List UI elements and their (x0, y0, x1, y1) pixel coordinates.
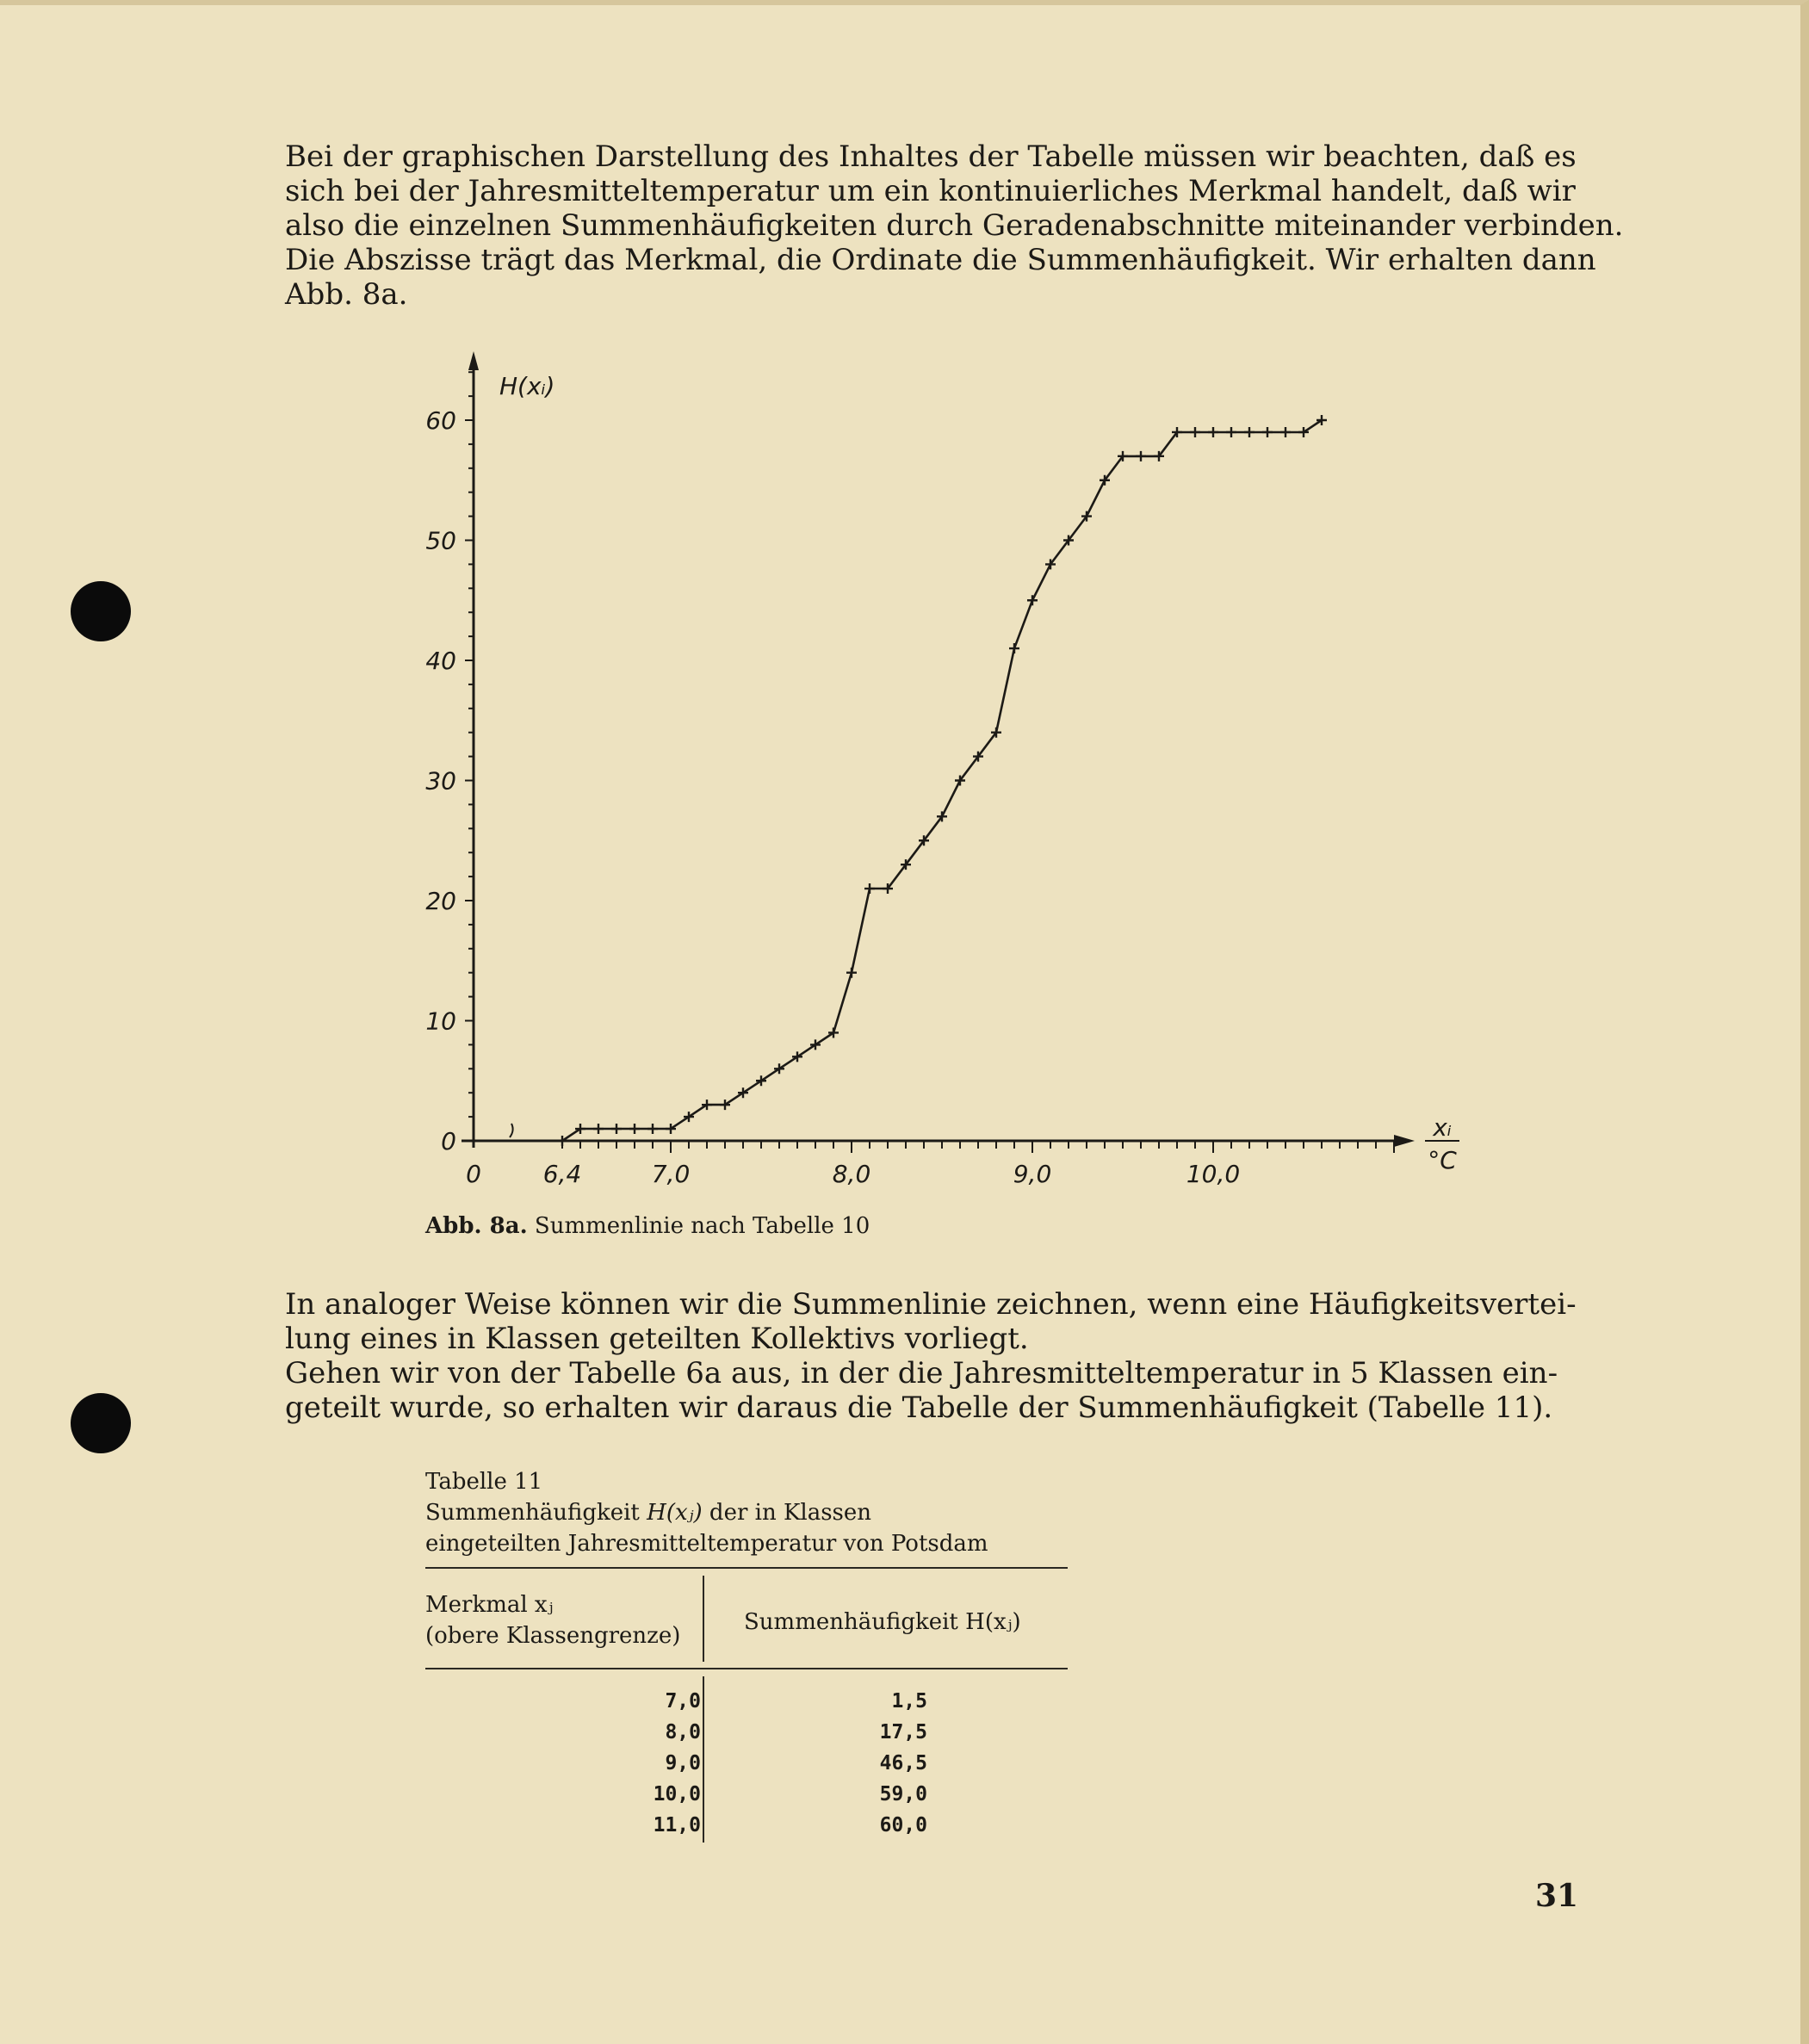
table-top-rule (425, 1567, 1068, 1569)
y-tick-label: 10 (425, 1007, 456, 1036)
table-header-merkmal (425, 1589, 680, 1651)
x-axis-label-top: xᵢ (1433, 1113, 1452, 1142)
data-point-plus (1280, 427, 1291, 437)
figure-caption-text: Summenlinie nach Tabelle 10 (534, 1213, 870, 1239)
intro-paragraph (285, 139, 1624, 312)
mid-line-2: lung eines in Klassen geteilten Kollektivs vorliegt. (285, 1322, 1029, 1356)
data-point-plus (1027, 595, 1038, 605)
mid-line-4: geteilt wurde, so erhalten wir daraus die Tabelle der Summenhäufigkeit (Tabelle 11). (285, 1391, 1553, 1425)
data-point-plus (1190, 427, 1200, 437)
table-body-divider (703, 1676, 704, 1843)
y-tick-label: 50 (425, 526, 456, 555)
data-point-plus (611, 1124, 622, 1134)
table-header-divider (703, 1576, 704, 1662)
table-header-merkmal-line-1: Merkmal xⱼ (425, 1592, 554, 1618)
y-axis-label: H(xᵢ) (499, 372, 555, 400)
intro-line-2: sich bei der Jahresmitteltemperatur um ein kontinuierliches Merkmal handelt, daß wir (285, 174, 1576, 208)
data-point-plus (647, 1124, 658, 1134)
table-cell-summe-5: 60,0 (879, 1814, 927, 1837)
table-title (425, 1466, 988, 1559)
table-header-summe: Summenhäufigkeit H(xⱼ) (744, 1609, 1021, 1635)
x-tick-label: 10,0 (1186, 1160, 1241, 1188)
table-cell-summe-3: 46,5 (879, 1752, 927, 1775)
table-title-line-3: eingeteilten Jahresmitteltemperatur von Potsdam (425, 1531, 988, 1557)
chart-root (425, 351, 1459, 1188)
y-axis-arrowhead (468, 351, 479, 370)
data-point-plus (1009, 643, 1019, 653)
table-cell-merkmal-1: 7,0 (665, 1690, 701, 1713)
table-title-line-2 (425, 1497, 988, 1528)
cumulative-line (562, 420, 1322, 1141)
table-cell-merkmal-5: 11,0 (653, 1814, 701, 1837)
table-cell-summe-2: 17,5 (879, 1721, 927, 1744)
y-tick-label: 20 (425, 887, 456, 915)
table-cell-merkmal-4: 10,0 (653, 1783, 701, 1806)
x-tick-label: 9,0 (1013, 1160, 1052, 1188)
intro-line-5: Abb. 8a. (285, 277, 408, 312)
figure-caption (425, 1213, 870, 1239)
x-tick-label: 6,4 (542, 1160, 582, 1188)
y-tick-label: 30 (425, 766, 456, 796)
data-point-plus (1226, 427, 1236, 437)
table-cell-merkmal-2: 8,0 (665, 1721, 701, 1744)
y-tick-label: 40 (425, 647, 456, 675)
data-point-plus (846, 968, 857, 978)
intro-line-3: also die einzelnen Summenhäufigkeiten durch Geradenabschnitte miteinander verbinden. (285, 208, 1624, 243)
x-tick-label: 0 (466, 1160, 481, 1188)
data-point-plus (1244, 427, 1255, 437)
table-title-symbol: H(xⱼ) (647, 1500, 703, 1526)
x-tick-label: 7,0 (651, 1160, 691, 1188)
table-title-prefix: Summenhäufigkeit (425, 1500, 647, 1526)
mid-line-3: Gehen wir von der Tabelle 6a aus, in der die Jahresmitteltemperatur in 5 Klassen ein- (285, 1356, 1558, 1391)
cumulative-frequency-chart (396, 344, 1457, 1205)
intro-line-1: Bei der graphischen Darstellung des Inhaltes der Tabelle müssen wir beachten, daß es (285, 139, 1577, 174)
table-cell-summe-1: 1,5 (891, 1690, 927, 1713)
table-title-line-1: Tabelle 11 (425, 1469, 543, 1495)
data-point-plus (629, 1124, 640, 1134)
table-cell-summe-4: 59,0 (879, 1783, 927, 1806)
y-tick-label: 0 (441, 1127, 456, 1155)
figure-caption-label: Abb. 8a. (425, 1213, 528, 1239)
table-header-merkmal-line-2: (obere Klassengrenze) (425, 1623, 681, 1649)
page-number: 31 (1535, 1878, 1579, 1914)
data-point-plus (1136, 451, 1146, 461)
punch-hole-lower (71, 1393, 131, 1453)
y-tick-label: 60 (425, 406, 456, 435)
x-axis-unit-label: °C (1428, 1146, 1457, 1174)
x-tick-label: 8,0 (832, 1160, 871, 1188)
data-point-plus (1208, 427, 1218, 437)
mid-paragraph (285, 1287, 1577, 1425)
table-title-suffix: der in Klassen (702, 1500, 872, 1526)
table-cell-merkmal-3: 9,0 (665, 1752, 701, 1775)
data-point-plus (1262, 427, 1273, 437)
punch-hole-upper (71, 581, 131, 641)
mid-line-1: In analoger Weise können wir die Summenlinie zeichnen, wenn eine Häufigkeitsvertei- (285, 1287, 1577, 1322)
data-point-plus (593, 1124, 604, 1134)
table-header-rule (425, 1668, 1068, 1669)
intro-line-4: Die Abszisse trägt das Merkmal, die Ordinate die Summenhäufigkeit. Wir erhalten dann (285, 243, 1596, 277)
table-11 (425, 1567, 1068, 1843)
data-point-plus (864, 883, 875, 894)
x-axis-break-mark (510, 1124, 513, 1137)
x-axis-arrowhead (1394, 1135, 1415, 1147)
